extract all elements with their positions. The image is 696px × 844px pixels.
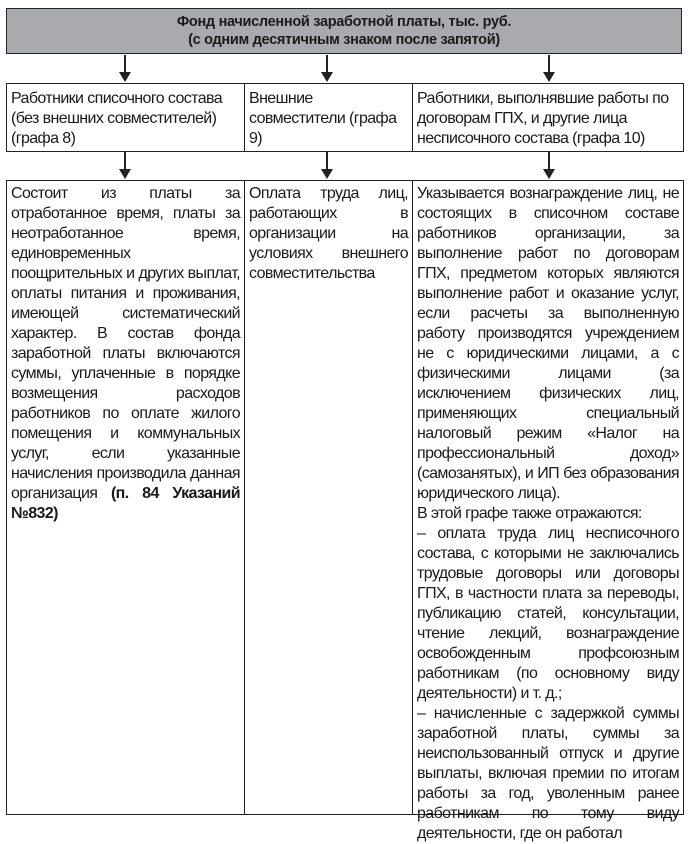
arrow-down-icon: [119, 152, 131, 180]
description-list-item: – оплата труда лиц несписочного состава, с которыми не заключались трудовые договоры или договоры ГПХ, в частности плата за переводы, публикацию статей, консультации, чтение лекций, вознаграждение освобожденным профсоюзным работникам (по основному виду деятельности) и т. д.;: [417, 525, 679, 702]
arrow-down-icon: [543, 152, 555, 180]
category-external-part-time: Внешние совместители (графа 9): [244, 84, 412, 151]
description-list-item: – начисленные с задержкой суммы заработной платы, суммы за неиспользованный отпуск и другие выплаты, включая премии по итогам работы за год, уволенным ранее работникам по тому виду деятельности, где он работал: [417, 705, 679, 842]
description-external-part-time: [244, 181, 412, 814]
fund-header-subtitle: (с одним десятичным знаком после запятой): [188, 32, 500, 48]
description-paragraph: Указывается вознаграждение лиц, не состоящих в списочном составе работников организации, за выполнение работ по договорам ГПХ, предметом которых являются выполнение работ и оказание услуг, если расчеты за выполненную работу производятся учреждением не с юридическими лицами, а с физическими лицами (за исключением физических лиц, применяющих специальный налоговый режим «Налог на профессиональный доход» (самозанятых), и ИП без образования юридического лица).: [417, 185, 679, 502]
category-row: [6, 83, 684, 152]
arrow-down-icon: [119, 55, 131, 83]
legal-reference: (п. 84 Указаний №832): [11, 485, 240, 522]
description-row: [6, 180, 684, 842]
description-civil-contracts: [412, 181, 683, 842]
fund-header-box: [6, 8, 682, 54]
fund-header-title: Фонд начисленной заработной платы, тыс. руб.: [176, 14, 512, 30]
description-text: Оплата труда лиц, работающих в организации на условиях внешнего совместительства: [249, 185, 408, 282]
category-civil-contracts: Работники, выполнявшие работы по договорам ГПХ, и другие лица несписочного состава (графа 10): [412, 84, 683, 151]
category-payroll-staff: Работники списочного состава (без внешних совместителей) (графа 8): [11, 90, 223, 147]
description-text: Состоит из платы за отработанное время, платы за неотработанное время, единовременных поощрительных и других выплат, оплаты питания и проживания, имеющей систематический характер. В состав фонда заработной платы включаются суммы, уплаченные в порядке возмещения расходов работников по оплате жилого помещения и коммунальных услуг, если указанные начисления производила данная организация: [11, 185, 240, 502]
description-payroll-staff: [7, 181, 244, 814]
description-paragraph: В этой графе также отражаются:: [417, 505, 642, 522]
arrow-down-icon: [321, 152, 333, 180]
arrow-down-icon: [543, 55, 555, 83]
arrow-down-icon: [321, 55, 333, 83]
